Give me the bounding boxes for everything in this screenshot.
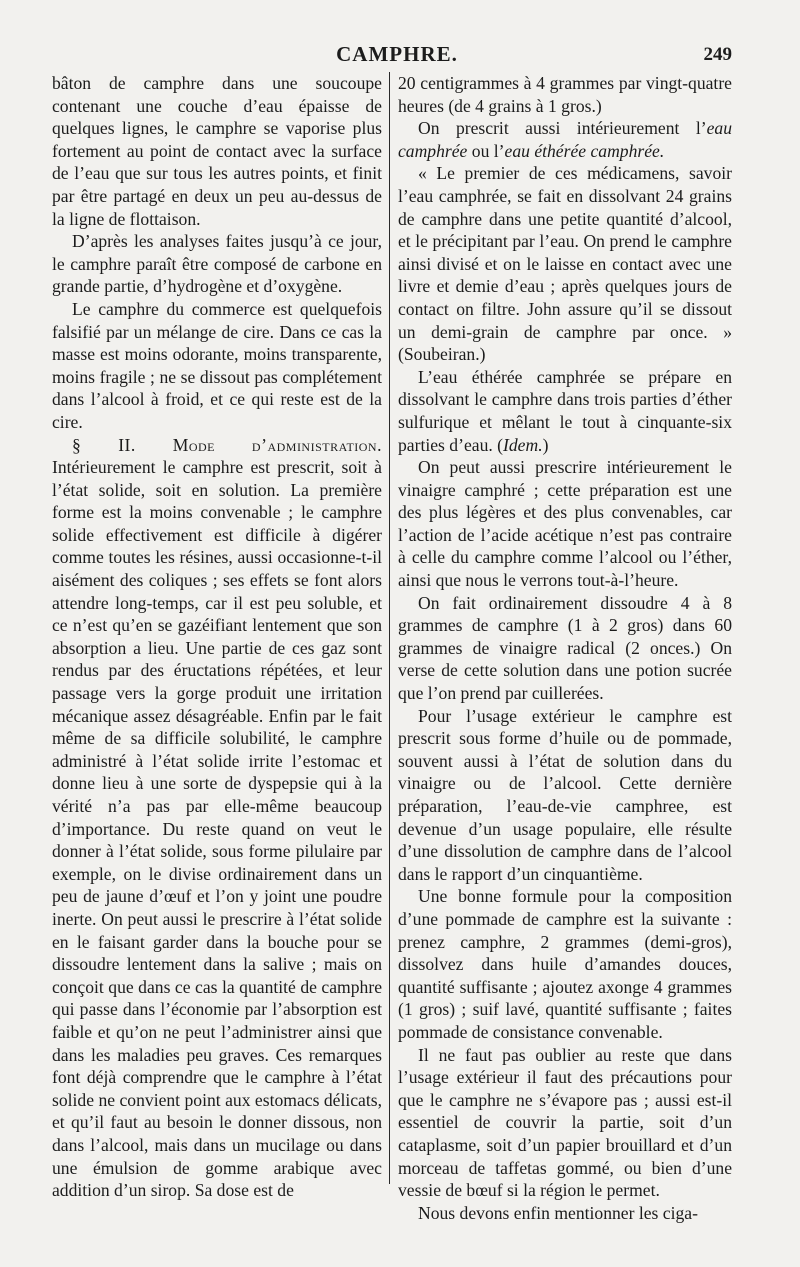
paragraph: On fait ordinairement dissoudre 4 à 8 grammes de camphre (1 à 2 gros) dans 60 grammes de vinaigre radical (2 onces.) On verse de cette solution dans une potion sucrée que l’on prend par cuillerées. (398, 592, 732, 704)
paragraph: Il ne faut pas oublier au reste que dans l’usage extérieur il faut des précautions pour que le camphre ne s’évapore pas ; aussi est-il essentiel de couvrir la partie, soit d’un cataplasme, soit d’un papier brouillard et d’un morceau de taffetas gommé, ou bien d’une vessie de bœuf si la région le permet. (398, 1044, 732, 1201)
paragraph: On peut aussi prescrire intérieurement le vinaigre camphré ; cette préparation est une des plus légères et des plus convenables, car l’action de l’acide acétique n’est pas contraire à celle du camphre comme l’alcool ou l’éther, ainsi que nous le verrons tout-à-l’heure. (398, 457, 732, 591)
paragraph-text: On prescrit aussi intérieurement l’ (418, 118, 707, 139)
page-number: 249 (703, 44, 732, 65)
italic-term: Idem. (503, 434, 543, 455)
paragraph (52, 434, 382, 1202)
paragraph-text: Intérieurement le camphre est prescrit, soit à l’état solide, soit en solution. La première forme est la moins convenable ; le camphre solide effectivement est difficile à digérer comme toutes les résines, aussi occasionne-t-il aisément des coliques ; ses effets se font alors attendre long-temps, car il est peu soluble, et ce n’est qu’en se gazéifiant lentement que son absorption a lieu. Une partie de ces gaz sont rendus par des éructations répétées, et leur passage vers la gorge produit une irritation mécanique assez désagréable. Enfin par le fait même de sa difficile solubilité, le camphre administré à l’état solide irrite l’estomac et donne lieu à une sorte de dyspepsie qui à la vérité n’a pas par elle-même beaucoup d’importance. Du reste quand on veut le donner à l’état solide, sous forme pilulaire par exemple, on le divise ordinairement dans un peu de jaune d’œuf et l’on y joint une poudre inerte. On peut aussi le prescrire à l’état solide en le faisant garder dans la bouche pour se dissoudre lentement dans la salive ; mais on conçoit que dans ce cas la quantité de camphre qui passe dans l’économie par l’absorption est faible et qu’on ne peut l’administrer ainsi que dans les maladies peu graves. Ces remarques font déjà comprendre que le camphre à l’état solide ne convient point aux estomacs délicats, et qu’il faut au besoin le donner dissous, non dans l’alcool, mais dans un mucilage ou dans une émulsion de gomme arabique avec addition d’un sirop. Sa dose est de (52, 457, 382, 1201)
paragraph (398, 366, 732, 456)
section-heading: § II. Mode d’administration. (72, 434, 382, 455)
paragraph: 20 centigrammes à 4 grammes par vingt-quatre heures (de 4 grains à 1 gros.) (398, 73, 732, 116)
paragraph: Le camphre du commerce est quelquefois falsifié par un mélange de cire. Dans ce cas la masse est moins odorante, moins transparente, moins fragile ; ne se dissout pas complétement dans l’alcool à froid, et ce qui reste est de la cire. (52, 298, 382, 432)
right-column (398, 72, 732, 1223)
paragraph: Une bonne formule pour la composition d’une pommade de camphre est la suivante : prenez camphre, 2 grammes (demi-gros), dissolvez dans huile d’amandes douces, quantité suffisante ; ajoutez axonge 4 grammes (1 gros) ; suif lavé, quantité suffisante ; faites pommade de consistance convenable. (398, 886, 732, 1042)
italic-term: eau camphrée (398, 118, 732, 161)
paragraph-text: L’eau éthérée camphrée se prépare en dissolvant le camphre dans trois parties d’éther sulfurique et mêlant le tout à cinquante-six parties d’eau. ( (398, 366, 732, 455)
left-column (52, 72, 382, 1201)
paragraph-text: ) (542, 434, 549, 455)
paragraph: « Le premier de ces médicamens, savoir l’eau camphrée, se fait en dissolvant 24 grains de camphre dans une petite quantité d’alcool, et le précipitant par l’eau. On prend le camphre ainsi divisé et on le laisse en contact avec une livre et demie d’eau ; après quelques jours de contact on filtre. John assure qu’il se dissout un demi-grain de camphre par once. » (Soubeiran.) (398, 163, 732, 365)
paragraph (398, 117, 732, 162)
page-title: CAMPHRE. (336, 42, 458, 66)
paragraph: D’après les analyses faites jusqu’à ce jour, le camphre paraît être composé de carbone en grande partie, d’hydrogène et d’oxygène. (52, 231, 382, 297)
italic-term: eau éthérée camphrée. (504, 140, 665, 161)
paragraph: bâton de camphre dans une soucoupe contenant une couche d’eau épaisse de quelques lignes, le camphre se vaporise plus fortement au point de contact avec la surface de l’eau que sur tous les autres points, et finit par être partagé en deux un peu au-dessus de la ligne de flottaison. (52, 73, 382, 229)
paragraph: Pour l’usage extérieur le camphre est prescrit sous forme d’huile ou de pommade, souvent aussi à l’état de solution dans du vinaigre ou de l’alcool. Cette dernière préparation, l’eau-de-vie camphree, est devenue d’un usage populaire, elle résulte d’une dissolution de camphre dans de l’alcool dans le rapport d’un cinquantième. (398, 705, 732, 884)
column-divider (389, 72, 390, 1184)
paragraph-text: ou l’ (467, 140, 505, 161)
paragraph: Nous devons enfin mentionner les ciga- (418, 1202, 698, 1223)
running-head (0, 42, 800, 72)
